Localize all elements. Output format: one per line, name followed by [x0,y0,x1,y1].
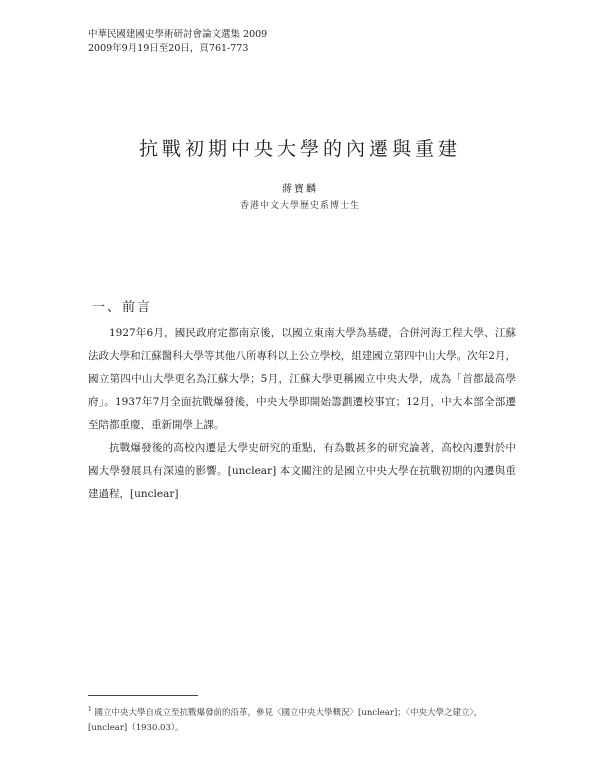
body-paragraph: 1927年6月，國民政府定都南京後，以國立東南大學為基礎，合併河海工程大學、江蘇法政大學和江蘇醫科大學等其他八所專科以上公立學校，組建國立第四中山大學。次年2月，國立第四中山大學更名為江蘇大學；5月，江蘇大學更稱國立中央大學，成為「首都最高學府」。1937年7月全面抗戰爆發後，中央大學即開始籌劃遷校事宜；12月，中大本部全部遷至陪都重慶，重新開學上課。 [88,327,516,431]
footnote-divider [88,695,198,696]
body-text [88,322,516,506]
header-date-pages: 2009年9月19日至20日，頁761-773 [88,43,249,54]
section-heading: 一、前言 [92,300,153,315]
footnote-text: 國立中央大學自成立至抗戰爆發前的沿革，參見〈國立中央大學概況〉[unclear]；〈中央大學之建立〉，[unclear]（1930.03）。 [88,707,483,733]
header-series-title: 中華民國建國史學術研討會論文選集 2009 [88,29,268,40]
footnote [88,702,518,736]
footnote-marker: 1 [88,706,92,713]
author-affiliation: 香港中文大學歷史系博士生 [239,201,360,211]
paper-title: 抗戰初期中央大學的內遷與重建 [138,138,461,160]
body-paragraph: 抗戰爆發後的高校內遷是大學史研究的重點，有為數甚多的研究論著，高校內遷對於中國大學發展具有深遠的影響。[unclear] 本文關注的是國立中央大學在抗戰初期的內遷與重建過程，[unclear] [88,442,516,500]
running-header [88,28,267,56]
author-name: 蔣寶麟 [282,184,318,195]
